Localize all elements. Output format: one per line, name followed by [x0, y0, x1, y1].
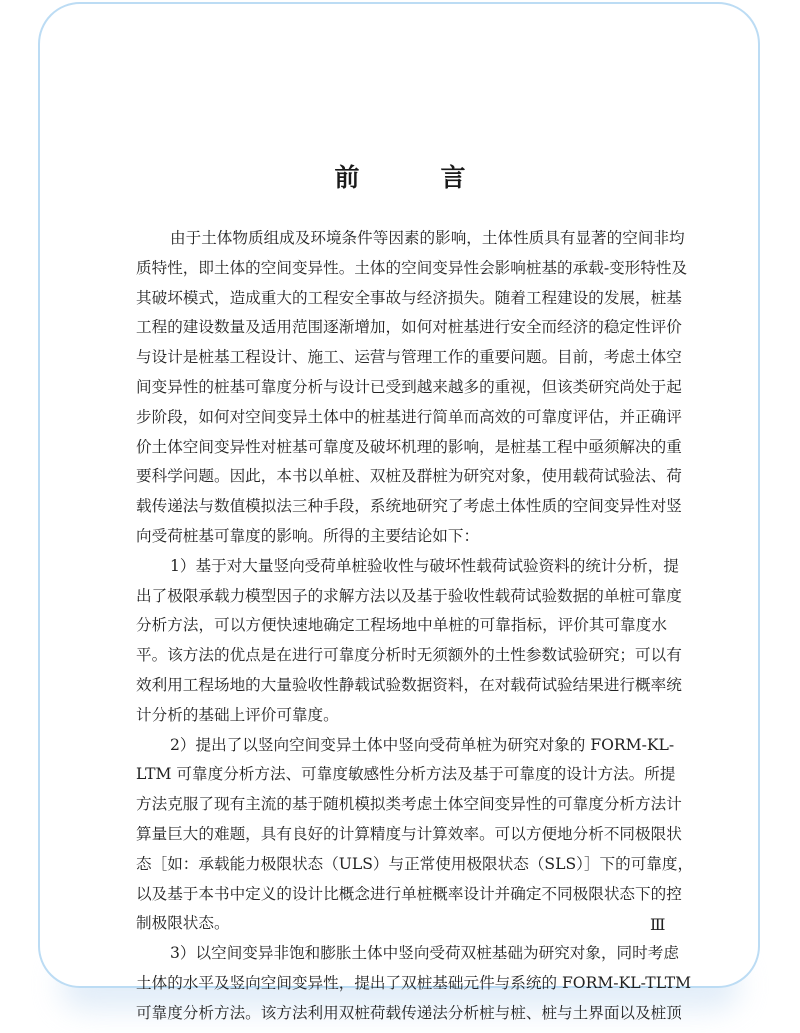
- text-line: 工程的建设数量及适用范围逐渐增加，如何对桩基进行安全而经济的稳定性评价: [136, 318, 682, 337]
- text-line: 载传递法与数值模拟法三种手段，系统地研究了考虑土体性质的空间变异性对竖: [136, 497, 682, 516]
- page-title: 前 言: [334, 163, 494, 192]
- text-line: 态［如：承载能力极限状态（ULS）与正常使用极限状态（SLS）］下的可靠度，: [136, 854, 694, 873]
- text-line: 出了极限承载力模型因子的求解方法以及基于验收性载荷试验数据的单桩可靠度: [136, 586, 682, 605]
- text-line: 间变异性的桩基可靠度分析与设计已受到越来越多的重视，但该类研究尚处于起: [136, 377, 682, 396]
- preface-body: [136, 224, 694, 1029]
- text-line: 与设计是桩基工程设计、施工、运营与管理工作的重要问题。目前，考虑土体空: [136, 348, 682, 367]
- text-line: 以及基于本书中定义的设计比概念进行单桩概率设计并确定不同极限状态下的控: [136, 884, 682, 903]
- text-line: 方法克服了现有主流的基于随机模拟类考虑土体空间变异性的可靠度分析方法计: [136, 795, 682, 814]
- text-line: 制极限状态。: [136, 914, 230, 933]
- page-number: Ⅲ: [650, 915, 666, 934]
- text-line: 其破坏模式，造成重大的工程安全事故与经济损失。随着工程建设的发展，桩基: [136, 288, 682, 307]
- paragraph: [136, 224, 688, 552]
- paragraph: [136, 731, 694, 940]
- text-line: 土体的水平及竖向空间变异性，提出了双桩基础元件与系统的 FORM-KL-TLTM: [136, 973, 692, 992]
- text-line: 效利用工程场地的大量验收性静载试验数据资料，在对载荷试验结果进行概率统: [136, 675, 682, 694]
- text-line: 分析方法，可以方便快速地确定工程场地中单桩的可靠指标，评价其可靠度水: [136, 616, 667, 635]
- text-line: 算量巨大的难题，具有良好的计算精度与计算效率。可以方便地分析不同极限状: [136, 824, 682, 843]
- text-line: 计分析的基础上评价可靠度。: [136, 705, 339, 724]
- text-line: 平。该方法的优点是在进行可靠度分析时无须额外的土性参数试验研究；可以有: [136, 646, 682, 665]
- text-line: 可靠度分析方法。该方法利用双桩荷载传递法分析桩与桩、桩与土界面以及桩顶: [136, 1003, 682, 1022]
- text-line: 质特性，即土体的空间变异性。土体的空间变异性会影响桩基的承载-变形特性及: [136, 258, 688, 277]
- text-line: LTM 可靠度分析方法、可靠度敏感性分析方法及基于可靠度的设计方法。所提: [136, 765, 676, 784]
- text-line: 价土体空间变异性对桩基可靠度及破坏机理的影响，是桩基工程中亟须解决的重: [136, 437, 682, 456]
- text-line: 向受荷桩基可靠度的影响。所得的主要结论如下：: [136, 526, 480, 545]
- text-line: 步阶段，如何对空间变异土体中的桩基进行简单而高效的可靠度评估，并正确评: [136, 407, 682, 426]
- text-line: 3）以空间变异非饱和膨胀土体中竖向受荷双桩基础为研究对象，同时考虑: [170, 944, 679, 963]
- text-line: 1）基于对大量竖向受荷单桩验收性与破坏性载荷试验资料的统计分析，提: [170, 556, 679, 575]
- text-line: 2）提出了以竖向空间变异土体中竖向受荷单桩为研究对象的 FORM-KL-: [170, 735, 675, 754]
- paragraph: [136, 552, 682, 731]
- paragraph: [136, 939, 692, 1028]
- text-line: 由于土体物质组成及环境条件等因素的影响，土体性质具有显著的空间非均: [170, 229, 685, 247]
- text-line: 要科学问题。因此，本书以单桩、双桩及群桩为研究对象，使用载荷试验法、荷: [136, 467, 682, 486]
